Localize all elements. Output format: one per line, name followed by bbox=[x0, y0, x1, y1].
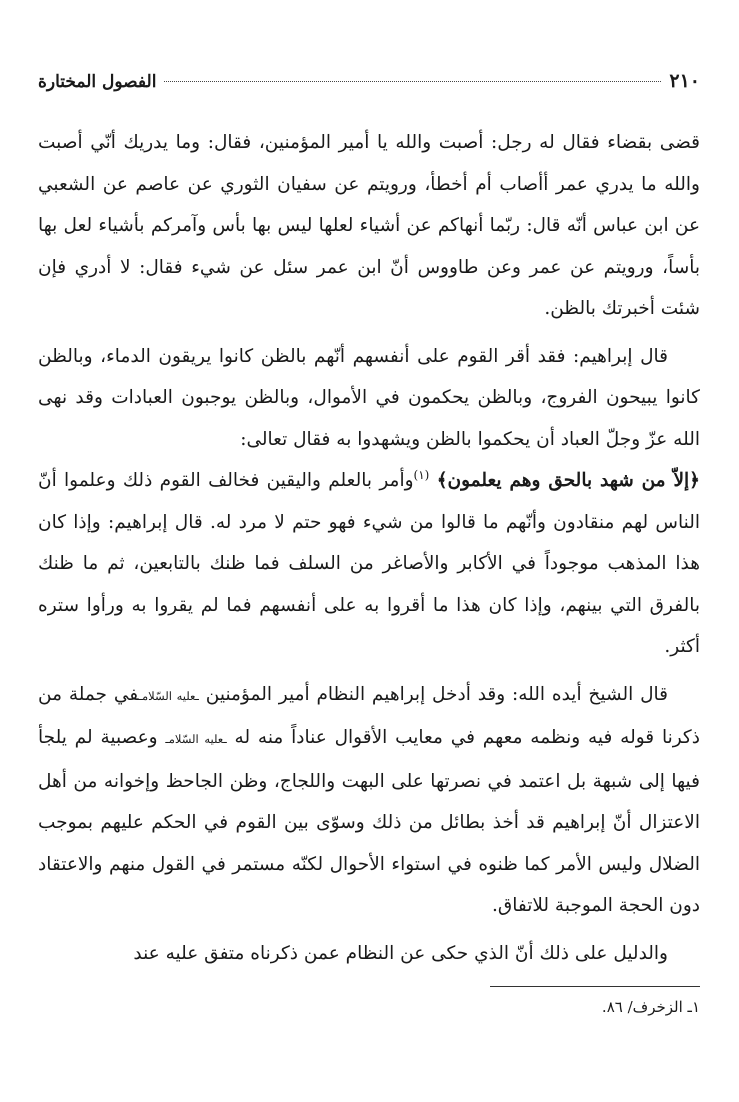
paragraph-3 bbox=[38, 674, 700, 927]
header-dotted-leader bbox=[164, 81, 661, 82]
paragraph-3-middle: في جملة من ذكرنا قوله فيه ونظمه معهم في معايب الأقوال عناداً منه له bbox=[38, 683, 700, 748]
salutation-2: ـعليه السّلامـ bbox=[165, 732, 227, 746]
footnote: ١ـ الزخرف/ ٨٦. bbox=[601, 998, 700, 1016]
footnote-divider bbox=[490, 986, 700, 987]
page-header bbox=[38, 70, 700, 104]
paragraph-2-continuation: وأمر بالعلم واليقين فخالف القوم ذلك وعلموا أنّ الناس لهم منقادون وأنّهم ما قالوا من شيء فهو حتم لا مرد له. قال إبراهيم: وإذا كان هذا المذهب موجوداً في الأكابر والأصاغر من السلف فما ظنك بالتابعين، ثم ما ظنك بالفرق التي بينهم، وإذا كان هذا ما أقروا به على أنفسهم فما لم يقروا به ورأوا ستره أكثر. bbox=[38, 470, 700, 657]
main-text bbox=[38, 122, 700, 974]
paragraph-4-text: والدليل على ذلك أنّ الذي حكى عن النظام عمن ذكرناه متفق عليه عند bbox=[133, 942, 668, 964]
paragraph-2 bbox=[38, 336, 700, 668]
paragraph-4 bbox=[38, 933, 700, 975]
quran-verse: ﴿إلاّ من شهد بالحق وهم يعلمون﴾ bbox=[436, 470, 700, 491]
book-page bbox=[38, 70, 700, 1070]
footnote-marker[interactable]: (١) bbox=[413, 467, 430, 482]
paragraph-2-text: قال إبراهيم: فقد أقر القوم على أنفسهم أنّهم بالظن كانوا يريقون الدماء، وبالظن كانوا يبيحون الفروج، وبالظن يحكمون في الأموال، وبالظن يوجبون العبادات وقد نهى الله عزّ وجلّ العباد أن يحكموا بالظن ويشهدوا به فقال تعالى: bbox=[38, 345, 700, 450]
running-title: الفصول المختارة bbox=[38, 72, 157, 92]
page-number: ٢١٠ bbox=[669, 70, 700, 92]
paragraph-1-text: قضى بقضاء فقال له رجل: أصبت والله يا أمير المؤمنين، فقال: وما يدريك أنّي أصبت والله ما يدري عمر أأصاب أم أخطأ، ورويتم عن سفيان الثوري عن عاصم عن الشعبي عن ابن عباس أنّه قال: ربّما أنهاكم عن أشياء لعلها ليس بها بأس وآمركم بأشياء لعل بها بأساً، ورويتم عن عمر وعن طاووس أنّ ابن عمر سئل عن شيء فقال: لا أدري فإن شئت أخبرتك بالظن. bbox=[38, 132, 700, 319]
paragraph-1 bbox=[38, 122, 700, 330]
salutation-1: ـعليه السّلامـ bbox=[138, 688, 199, 703]
paragraph-3-end: وعصبية لم يلجأ فيها إلى شبهة بل اعتمد في نصرتها على البهت واللجاج، وظن الجاحظ وإخوانه من أهل الاعتزال أنّ إبراهيم قد أخذ بطائل من ذلك وسوّى بين القوم في الحكم عليهم بموجب الضلال وليس الأمر كما ظنوه في استواء الأحوال لكنّه مستمر في القول منهم والاعتقاد دون الحجة الموجبة للاتفاق. bbox=[38, 727, 700, 916]
paragraph-3-text: قال الشيخ أيده الله: وقد أدخل إبراهيم النظام أمير المؤمنين bbox=[205, 683, 668, 705]
